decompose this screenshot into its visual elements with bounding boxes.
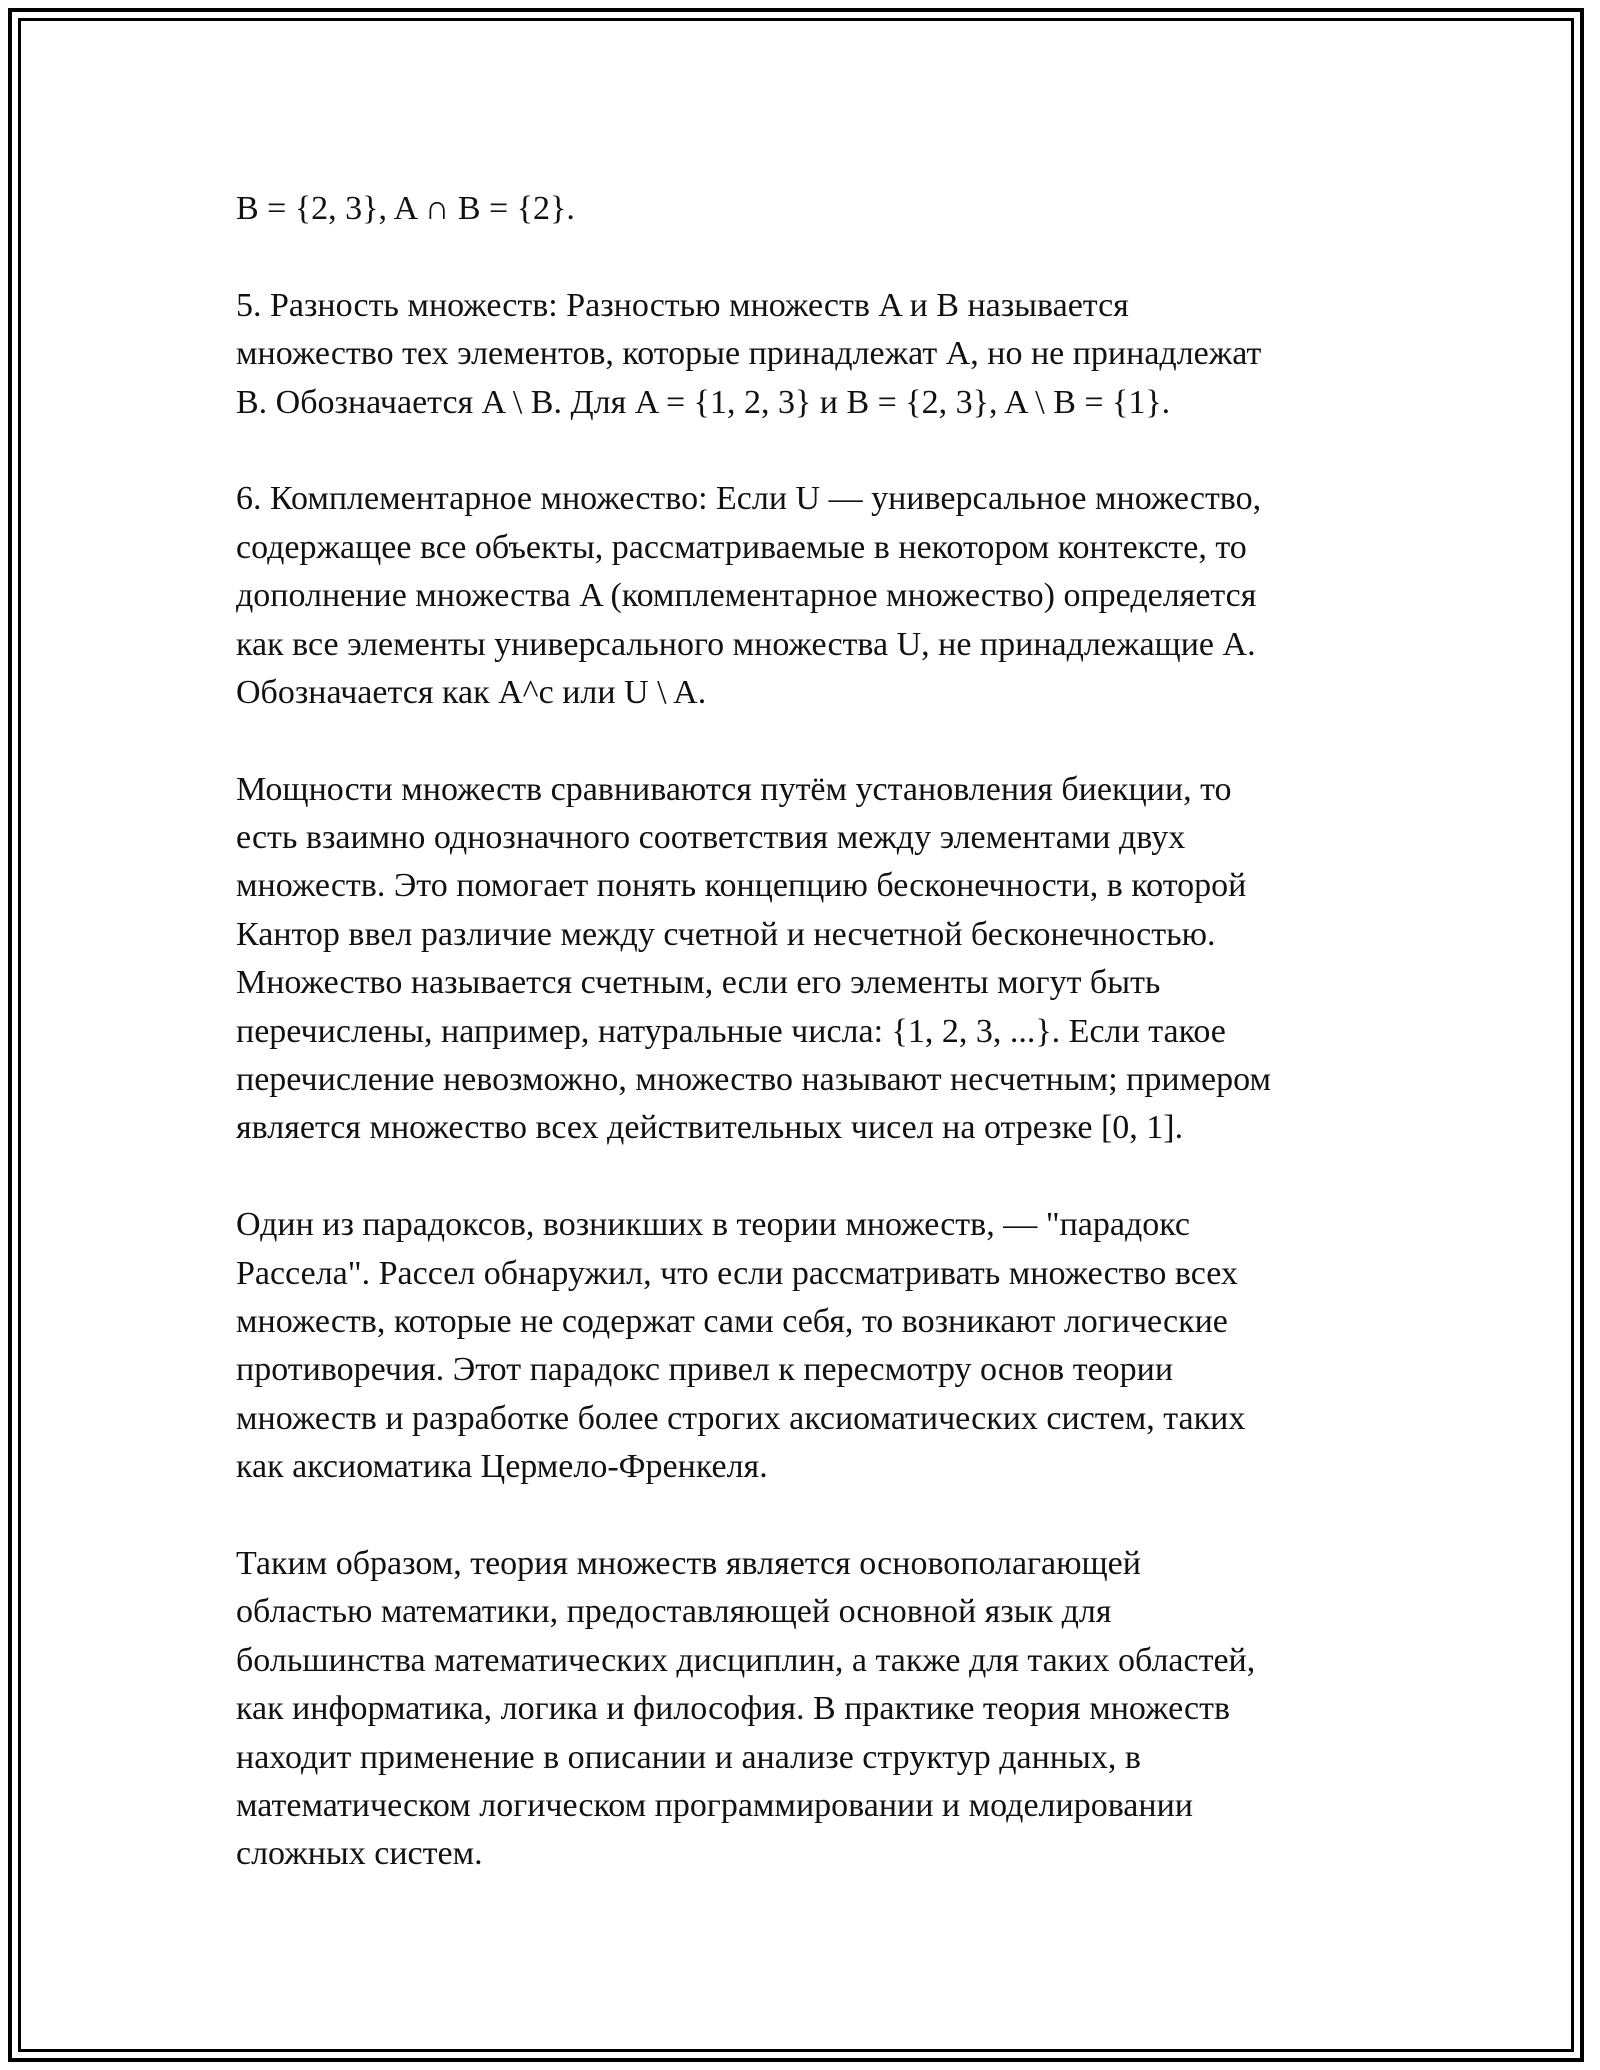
- paragraph-complement: [236, 475, 1386, 717]
- text-line: 6. Комплементарное множество: Если U — универсальное множество,: [236, 480, 1262, 518]
- text-line: Мощности множеств сравниваются путём установления биекции, то: [236, 770, 1232, 808]
- text-line: множество тех элементов, которые принадлежат A, но не принадлежат: [236, 335, 1262, 373]
- text-line: B = {2, 3}, A ∩ B = {2}.: [236, 190, 575, 227]
- text-line: есть взаимно однозначного соответствия между элементами двух: [236, 819, 1186, 857]
- text-line: большинства математических дисциплин, а также для таких областей,: [236, 1641, 1256, 1679]
- text-line: Рассела". Рассел обнаружил, что если рассматривать множество всех: [236, 1254, 1238, 1292]
- paragraph-russell-paradox: [236, 1201, 1386, 1491]
- text-line: как информатика, логика и философия. В практике теория множеств: [236, 1690, 1231, 1728]
- text-line: областью математики, предоставляющей основной язык для: [236, 1593, 1112, 1631]
- text-line: противоречия. Этот парадокс привел к пересмотру основ теории: [236, 1351, 1174, 1389]
- text-line: сложных систем.: [236, 1835, 483, 1873]
- text-line: находит применение в описании и анализе структур данных, в: [236, 1738, 1141, 1776]
- text-line: перечисление невозможно, множество называют несчетным; примером: [236, 1061, 1272, 1099]
- text-line: дополнение множества A (комплементарное множество) определяется: [236, 577, 1257, 615]
- text-line: множеств и разработке более строгих аксиоматических систем, таких: [236, 1399, 1246, 1437]
- text-line: как все элементы универсального множества U, не принадлежащие A.: [236, 625, 1256, 663]
- paragraph-set-difference: [236, 282, 1386, 427]
- text-line: Таким образом, теория множеств является основополагающей: [236, 1544, 1141, 1582]
- text-line: множеств. Это помогает понять концепцию бесконечности, в которой: [236, 867, 1247, 905]
- text-line: математическом логическом программировании и моделировании: [236, 1786, 1193, 1824]
- text-line: как аксиоматика Цермело-Френкеля.: [236, 1448, 768, 1486]
- document-body: [236, 185, 1386, 1927]
- text-line: Кантор ввел различие между счетной и несчетной бесконечностью.: [236, 915, 1216, 953]
- paragraph-cardinality: [236, 766, 1386, 1153]
- text-line: 5. Разность множеств: Разностью множеств A и B называется: [236, 286, 1129, 324]
- paragraph-conclusion: [236, 1540, 1386, 1879]
- text-line: Один из парадоксов, возникших в теории множеств, — "парадокс: [236, 1206, 1191, 1244]
- text-line: множеств, которые не содержат сами себя, то возникают логические: [236, 1302, 1228, 1340]
- text-line: Множество называется счетным, если его элементы могут быть: [236, 964, 1161, 1002]
- text-line: перечислены, например, натуральные числа: {1, 2, 3, ...}. Если такое: [236, 1012, 1226, 1050]
- text-line: содержащее все объекты, рассматриваемые в некотором контексте, то: [236, 528, 1247, 566]
- text-line: Обозначается как A^c или U \ A.: [236, 673, 707, 711]
- text-line: является множество всех действительных чисел на отрезке [0, 1].: [236, 1109, 1184, 1147]
- text-line: B. Обозначается A \ B. Для A = {1, 2, 3} и B = {2, 3}, A \ B = {1}.: [236, 383, 1171, 421]
- paragraph-intersection-example: [236, 185, 1386, 233]
